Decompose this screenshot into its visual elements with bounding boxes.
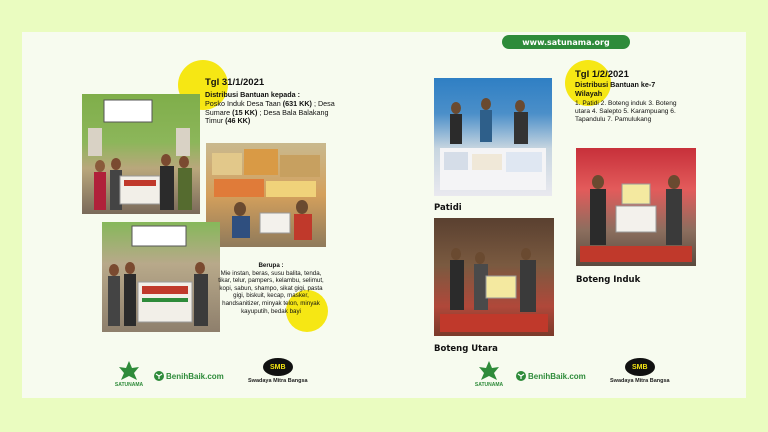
goods-illustration bbox=[206, 143, 326, 247]
left-date: Tgl 31/1/2021 bbox=[205, 77, 265, 88]
right-body: 1. Patidi 2. Boteng induk 3. Boteng utara 4. Salepto 5. Karampuang 6. Tapandulu 7. Pamulukang bbox=[575, 100, 677, 123]
smb-mark: SMB bbox=[263, 358, 293, 376]
leaf-icon bbox=[118, 360, 140, 382]
left-items-list bbox=[218, 262, 324, 315]
benihbaik-logo-left: BenihBaik.com bbox=[154, 371, 224, 381]
benihbaik-logo-right: BenihBaik.com bbox=[516, 371, 586, 381]
right-photo-boteng-utara bbox=[434, 218, 554, 336]
smb-mark: SMB bbox=[625, 358, 655, 376]
left-photo-house-group bbox=[82, 94, 200, 214]
caption-boteng-utara: Boteng Utara bbox=[434, 344, 498, 354]
smb-logo-right: SMB Swadaya Mitra Bangsa bbox=[610, 358, 670, 384]
left-title: Distribusi Bantuan kepada : bbox=[205, 90, 301, 99]
website-badge[interactable]: www.satunama.org bbox=[502, 35, 630, 49]
items-heading: Berupa : bbox=[258, 262, 284, 269]
caption-patidi: Patidi bbox=[434, 203, 462, 213]
patidi-illustration bbox=[434, 78, 552, 196]
items-text: Mie instan, beras, susu balita, tenda, tikar, telur, pampers, kelambu, selimut, kopi, sabun, shampo, sikat gigi, pasta gigi, biskuit, kecap, masker, handsanitizer, minyak telon, minyak kayuputih, bedak bayi bbox=[218, 269, 324, 315]
people-illustration-2 bbox=[102, 222, 220, 332]
right-photo-boteng-induk bbox=[576, 148, 696, 266]
right-title: Distribusi Bantuan ke-7 Wilayah bbox=[575, 80, 656, 98]
left-photo-group-2 bbox=[102, 222, 220, 332]
leaf-icon bbox=[478, 360, 500, 382]
sprout-icon bbox=[154, 371, 164, 381]
caption-boteng-induk: Boteng Induk bbox=[576, 275, 641, 285]
satunama-logo-left: SATUNAMA bbox=[110, 360, 148, 388]
boteng-induk-illustration bbox=[576, 148, 696, 266]
right-date: Tgl 1/2/2021 bbox=[575, 69, 629, 80]
boteng-utara-illustration bbox=[434, 218, 554, 336]
satunama-logo-right: SATUNAMA bbox=[470, 360, 508, 388]
smb-logo-left: SMB Swadaya Mitra Bangsa bbox=[248, 358, 308, 384]
people-illustration bbox=[82, 94, 200, 214]
left-body: Posko Induk Desa Taan (631 KK) ; Desa Sumare (15 KK) ; Desa Bala Balakang Timur (46 KK) bbox=[205, 99, 335, 125]
sprout-icon bbox=[516, 371, 526, 381]
right-photo-patidi bbox=[434, 78, 552, 196]
left-photo-goods bbox=[206, 143, 326, 247]
